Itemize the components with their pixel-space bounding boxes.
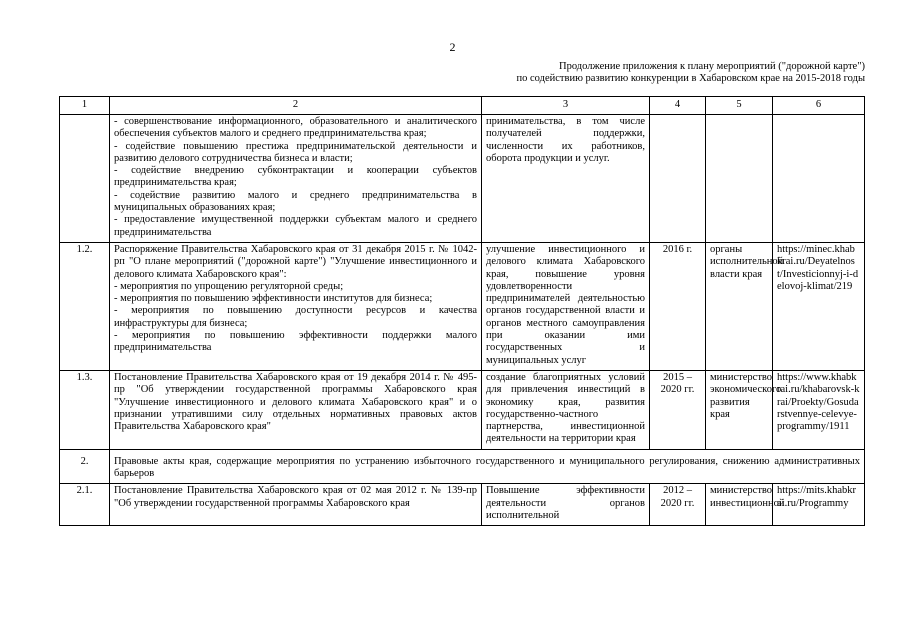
column-number-5: 5 <box>706 97 773 115</box>
row-measures <box>110 242 482 370</box>
row-link[interactable]: https://mits.khabkrai.ru/Programmy <box>773 484 865 526</box>
table-row <box>60 115 865 243</box>
measure-item: - предоставление имущественной поддержки субъектам малого и среднего предпринимательства <box>114 214 477 238</box>
row-period: 2016 г. <box>650 242 706 370</box>
row-expected-result: создание благоприятных условий для привлечения инвестиций в экономику края, развития государственно-частного партнерства, инвестиционной деятельности на территории края <box>482 370 650 449</box>
row-measures: Постановление Правительства Хабаровского края от 02 мая 2012 г. № 139-пр "Об утверждении государственной программы Хабаровского края <box>110 484 482 526</box>
row-number: 1.2. <box>60 242 110 370</box>
measure-item: - содействие развитию малого и среднего предпринимательства в муниципальных образованиях края; <box>114 189 477 214</box>
row-responsible <box>706 115 773 243</box>
column-number-1: 1 <box>60 97 110 115</box>
row-responsible: органы исполнительной власти края <box>706 242 773 370</box>
section-number: 2. <box>60 449 110 484</box>
row-expected-result: принимательства, в том числе получателей поддержки, численности их работников, оборота продукции и услуг. <box>482 115 650 243</box>
row-link <box>773 115 865 243</box>
measure-item: - содействие повышению престижа предпринимательской деятельности и развитию делового сотрудничества бизнеса и власти; <box>114 140 477 164</box>
row-responsible: министерство экономического развития края <box>706 370 773 449</box>
measure-item: - мероприятия по повышению эффективности поддержки малого предпринимательства <box>114 330 477 354</box>
row-expected-result: улучшение инвестиционного и делового климата Хабаровского края, повышение уровня удовлетворенности предпринимателей деятельностью органов государственной власти и органов местного самоуправления при оказании ими государственных и муниципальных услуг <box>482 242 650 370</box>
row-measures <box>110 115 482 243</box>
header-note <box>517 61 865 85</box>
row-responsible: министерство инвестиционной <box>706 484 773 526</box>
column-number-row <box>60 97 865 115</box>
measure-item: Постановление Правительства Хабаровского края от 19 декабря 2014 г. № 495-пр "Об утверждении государственной программы Хабаровского края "Улучшение инвестиционного и делового климата Хабаровского края" и о признании утратившими силу отдельных нормативных правовых актов Правительства Хабаровского края" <box>114 371 477 433</box>
measure-item: - мероприятия по повышению доступности ресурсов и качества инфраструктуры для бизнеса; <box>114 305 477 329</box>
table-row <box>60 242 865 370</box>
row-period <box>650 115 706 243</box>
row-period: 2015 – 2020 гг. <box>650 370 706 449</box>
measure-item: Распоряжение Правительства Хабаровского края от 31 декабря 2015 г. № 1042-рп "О плане мероприятий ("дорожной карте") "Улучшение инвестиционного и делового климата Хабаровского края": <box>114 243 477 280</box>
row-number: 1.3. <box>60 370 110 449</box>
row-link[interactable]: https://www.khabkrai.ru/khabarovsk-krai/Proekty/Gosudarstvennye-celevye-programmy/1911 <box>773 370 865 449</box>
row-expected-result: Повышение эффективности деятельности органов исполнительной <box>482 484 650 526</box>
table-row <box>60 484 865 526</box>
header-note-line-1: Продолжение приложения к плану мероприятий ("дорожной карте") <box>558 61 865 72</box>
section-row <box>60 449 865 484</box>
row-measures <box>110 370 482 449</box>
row-link[interactable]: https://minec.khabkrai.ru/Deyatelnost/Investicionnyj-i-delovoj-klimat/219 <box>773 242 865 370</box>
measure-item: - совершенствование информационного, образовательного и аналитического обеспечения субъектов малого и среднего предпринимательства края; <box>114 116 477 140</box>
section-title: Правовые акты края, содержащие мероприятия по устранению избыточного государственного и муниципального регулирования, снижению административных барьеров <box>110 449 865 484</box>
column-number-2: 2 <box>110 97 482 115</box>
row-number: 2.1. <box>60 484 110 526</box>
column-number-6: 6 <box>773 97 865 115</box>
measure-item: - мероприятия по упрощению регуляторной среды; <box>114 280 344 292</box>
column-number-3: 3 <box>482 97 650 115</box>
column-number-4: 4 <box>650 97 706 115</box>
header-note-line-2: по содействию развитию конкуренции в Хабаровском крае на 2015-2018 годы <box>516 73 865 84</box>
measure-item: - содействие внедрению субконтрактации и кооперации субъектов предпринимательства края; <box>114 165 477 189</box>
row-number <box>60 115 110 243</box>
measure-item: - мероприятия по повышению эффективности институтов для бизнеса; <box>114 293 433 305</box>
page-number: 2 <box>449 40 456 54</box>
row-period: 2012 – 2020 гг. <box>650 484 706 526</box>
table-row <box>60 370 865 449</box>
measures-table <box>59 96 865 526</box>
